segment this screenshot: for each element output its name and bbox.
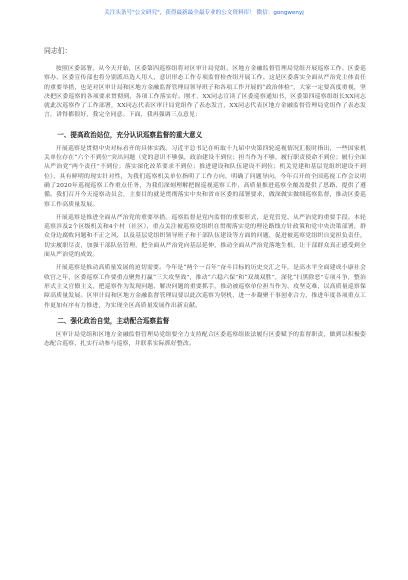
paragraph-2-1: 区审计局党组和区地方金融监督管理局党组要全力支持配合区委巡察组依法履行区委赋予的监督职责，做到以积极姿态配合巡察，扎实行动参与巡察，并联系实际抓好整改。	[44, 331, 366, 348]
top-banner	[0, 9, 408, 17]
banner-text: 关注头条号"公文研究"，获得最新最全最专业的公文资料库！ 微信：gongwenyj	[104, 10, 304, 16]
section-heading-2: 二、强化政治自觉，主动配合巡察监督	[57, 316, 170, 325]
document-page	[44, 47, 366, 349]
paragraph-1-3: 开展巡察是推动高质量发展的迫切需要。今年是“两个一百年”奋斗目标的历史交汇之年，是高水平全面建成小康社会收官之年，区委巡察工作要重点聚焦打赢“三大攻坚战”，推动“六稳六保”和“双战双胜”，深化“扫黑除恶”专项斗争，整治形式主义官僚主义，把巡察作为发现问题、解决问题的重要抓手，推动被巡察单位担当作为、攻坚克难，以高质量巡察保障高质量发展。区审计局和区地方金融监督管理局要以此次巡察为契机，进一步凝聚干事创业合力，推进年度各项重点工作更加有序有力推进，为实现全区高质量发展作出新贡献。	[44, 265, 366, 309]
paragraph-1-1: 开展巡察是贯彻中央对标看齐的具体实践。习近平总书记在听取十九届中央第四轮巡视情况汇报时指出，一些国家机关单位存在“六个不到位”突出问题（党的意识不够强，政治建设不到位；担当作为不够，履行职责使命不到位；履行全面从严治党“两个责任”不到位；落实深化改革要求不到位；推进建设和队伍建设不到位；机关党建和基层党组织建设不到位），具有鲜明的现实针对性，为我们巡察机关单位指明了工作方向，明确了问题导向。今年召开的全国巡视工作会议明确了2020年巡视巡察工作重点任务，为我们深刻理解把握巡视巡察工作、高质量推进巡察全覆盖提供了思路、提供了遵循。我们召开今天巡察动员会，主要目的就是贯彻落实中央和省市区委的部署要求，做深做实做细巡察监督，推动区委巡察工作高质量发展。	[44, 145, 366, 208]
spacer	[44, 121, 366, 125]
section-heading-1: 一、提高政治站位，充分认识巡察监督的重大意义	[57, 130, 203, 139]
intro-paragraph: 按照区委部署，从今天开始，区委第四巡察组将对区审计局党组、区地方金融监督管理局党组开展巡察工作。区委巡察办、区委宣传部也将分别派出选人用人、意识形态工作专项监督检查组开展工作。这是区委落实全面从严治党主体责任的重要举措，也是对区审计局和区地方金融监督管理局领导班子和各项工作开展的“政治体检”，大家一定要高度重视，坚决把区委巡察的各项要求贯彻到，各项工作落实好。刚才，XX同志宣读了区委巡察通知书，区委第四巡察组组长XX同志就此次巡察作了工作部署，XX同志代表区审计局党组作了表态发言，XX同志代表区地方金融监督管理局党组作了表态发言，讲得都很好，我完全同意。下面，我再强调三点意见：	[44, 66, 366, 119]
greeting: 同志们：	[44, 47, 72, 55]
paragraph-1-2: 开展巡察是推进全面从严治党的重要举措。巡察监督是党内监督的重要形式，是党管党、从严治党的重要手段。本轮巡察涉及2个区级机关和4个村（社区），重点关注被巡察党组织在贯彻落实党的理论路线方针政策和党中央决策部署，群众身边腐败问题和不正之风，以及基层党组织领导班子和干部队伍建设等方面的问题，促进被巡察党组织自觉担负责任，切实履职尽责，加强干部队伍管理，把全面从严治党向基层延伸，推动全面从严治党落地生根，让干部群众真正感受到全面从严治党的成效。	[44, 214, 366, 259]
